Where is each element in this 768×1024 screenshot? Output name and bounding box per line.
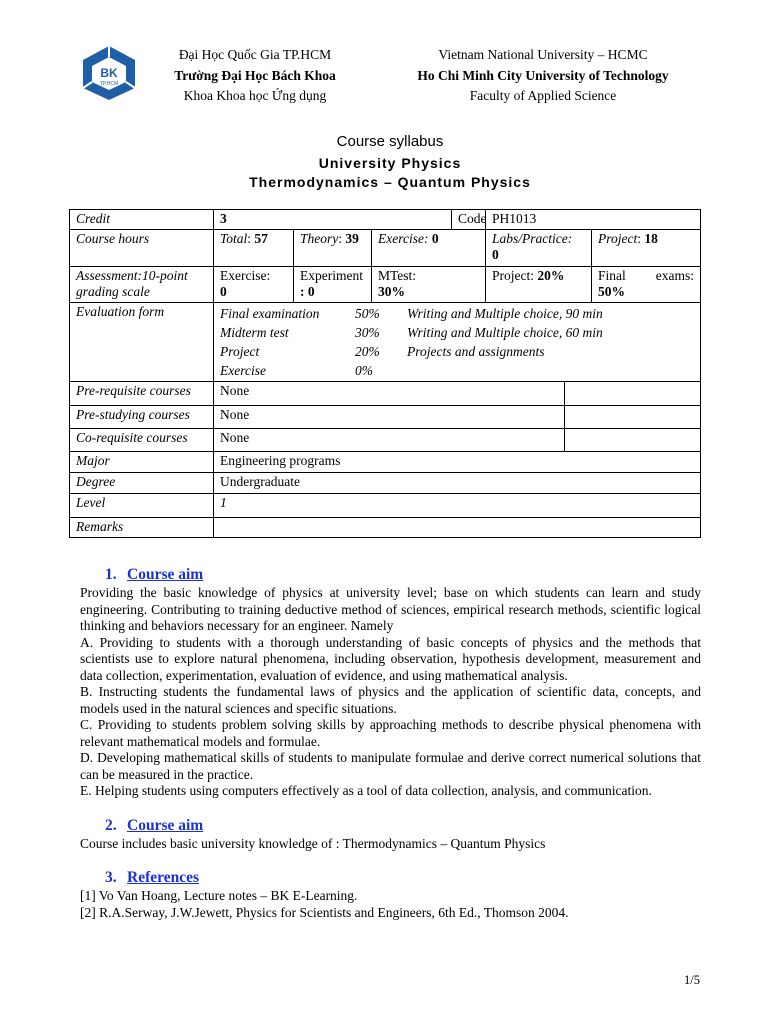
header-faculty-vn: Khoa Khoa học Ứng dụng	[183, 88, 327, 103]
header-university-en: Vietnam National University – HCMC	[438, 47, 648, 62]
course-info-table	[69, 209, 701, 538]
code-label: Code	[452, 210, 486, 230]
section-paragraph: D. Developing mathematical skills of students to manipulate formulae and derive correct numerical solutions that can be measured in the practice.	[80, 750, 701, 782]
section-paragraph: B. Instructing students the fundamental laws of physics and the application of scientific data, concepts, and models used in the natural sciences and specific situations.	[80, 684, 701, 716]
section-paragraph: E. Helping students using computers effectively as a tool of data collection, analysis, and communication.	[80, 783, 652, 798]
hours-project: Project: 18	[592, 229, 701, 266]
prereq-value: None	[214, 381, 565, 405]
header-faculty-en: Faculty of Applied Science	[469, 88, 617, 103]
row-prerequisite	[70, 381, 701, 405]
section-paragraph: C. Providing to students problem solving skills by approaching methods to describe physical phenomena with relevant mathematical models and formulae.	[80, 717, 701, 749]
course-subtitle: Thermodynamics – Quantum Physics	[249, 174, 531, 190]
major-value: Engineering programs	[214, 451, 701, 472]
row-major	[70, 451, 701, 472]
reference-item: [2] R.A.Serway, J.W.Jewett, Physics for Scientists and Engineers, 6th Ed., Thomson 2004.	[80, 904, 569, 920]
prestudy-value: None	[214, 405, 565, 428]
row-credit	[70, 210, 701, 230]
logo-text: BK	[100, 66, 118, 80]
hours-labs: Labs/Practice: 0	[486, 229, 592, 266]
hours-total: Total: 57	[214, 229, 294, 266]
section-paragraph: A. Providing to students with a thorough understanding of basic concepts of physics and the methods that scientists use to explore natural phenomena, including observation, hypothesis development, measurement and data collection, experimentation, evaluation of evidence, and using mathematical analysis.	[80, 634, 701, 683]
major-label: Major	[70, 451, 214, 472]
evaluation-details	[214, 302, 701, 381]
eval-row: Project 20% Projects and assignments	[220, 343, 545, 359]
assessment-exercise: Exercise: 0	[214, 266, 294, 302]
credit-value: 3	[214, 210, 452, 230]
header-university-vn: Đại Học Quốc Gia TP.HCM	[178, 47, 332, 62]
assessment-label: Assessment:10-point grading scale	[70, 266, 214, 302]
row-evaluation	[70, 302, 701, 381]
row-hours	[70, 229, 701, 266]
row-corequisite	[70, 428, 701, 451]
header-school-en: Ho Chi Minh City University of Technology	[417, 67, 669, 83]
level-label: Level	[70, 493, 214, 517]
logo-subtext: TP.HCM	[99, 81, 119, 87]
degree-label: Degree	[70, 472, 214, 493]
university-logo	[80, 45, 138, 101]
section-heading: 3. References	[105, 869, 200, 886]
row-assessment	[70, 266, 701, 302]
assessment-project: Project: 20%	[486, 266, 592, 302]
course-title: University Physics	[318, 155, 462, 171]
eval-row: Exercise 0%	[220, 362, 373, 378]
hours-theory: Theory: 39	[294, 229, 372, 266]
section-paragraph: Course includes basic university knowledge of : Thermodynamics – Quantum Physics	[80, 835, 546, 851]
assessment-final: Final exams: 50%	[592, 266, 701, 302]
evaluation-label: Evaluation form	[70, 302, 214, 381]
prereq-label: Pre-requisite courses	[70, 381, 214, 405]
prereq-extra	[565, 381, 701, 405]
level-value: 1	[214, 493, 701, 517]
header-left	[160, 45, 350, 107]
row-degree	[70, 472, 701, 493]
hours-exercise: Exercise: 0	[372, 229, 486, 266]
section-heading: 2. Course aim	[105, 816, 204, 834]
prestudy-label: Pre-studying courses	[70, 405, 214, 428]
code-value: PH1013	[486, 210, 701, 230]
page-number: 1/5	[684, 973, 700, 987]
remarks-value	[214, 517, 701, 537]
coreq-extra	[565, 428, 701, 451]
eval-row: Midterm test 30% Writing and Multiple choice, 60 min	[220, 324, 603, 340]
header-school-vn: Trường Đại Học Bách Khoa	[174, 67, 336, 83]
eval-row: Final examination 50% Writing and Multiple choice, 90 min	[220, 305, 603, 321]
remarks-label: Remarks	[70, 517, 214, 537]
section-paragraph: Providing the basic knowledge of physics at university level; base on which students can learn and study engineering. Contributing to training deductive method of sciences, empirical research methods, scientific logical thinking and behaviors necessary for an engineer. Namely	[80, 585, 701, 633]
row-prestudying	[70, 405, 701, 428]
assessment-experiment: Experiment : 0	[294, 266, 372, 302]
coreq-value: None	[214, 428, 565, 451]
coreq-label: Co-requisite courses	[70, 428, 214, 451]
header-right	[382, 45, 704, 107]
degree-value: Undergraduate	[214, 472, 701, 493]
section-heading: 1. Course aim	[105, 566, 204, 583]
syllabus-title: Course syllabus	[336, 133, 444, 150]
assessment-mtest: MTest: 30%	[372, 266, 486, 302]
row-remarks	[70, 517, 701, 537]
syllabus-sections	[80, 565, 701, 921]
row-level	[70, 493, 701, 517]
reference-item: [1] Vo Van Hoang, Lecture notes – BK E-Learning.	[80, 888, 358, 903]
credit-label: Credit	[70, 210, 214, 230]
prestudy-extra	[565, 405, 701, 428]
hours-label: Course hours	[70, 229, 214, 266]
